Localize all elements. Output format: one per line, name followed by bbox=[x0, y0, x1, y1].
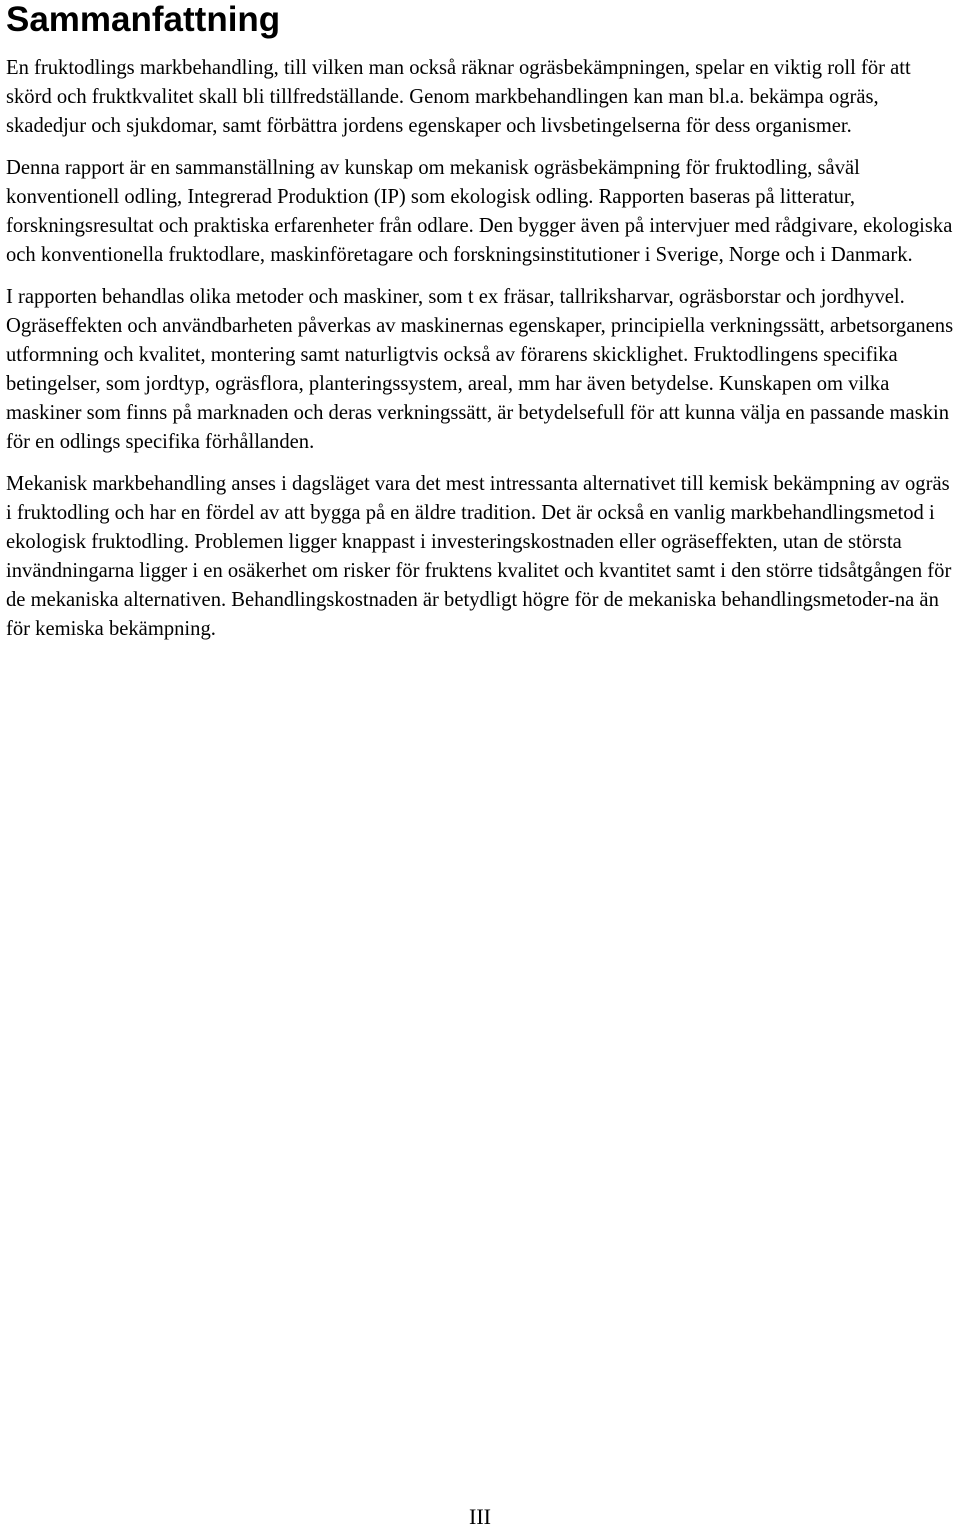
paragraph-report-scope: Denna rapport är en sammanställning av kunskap om mekanisk ogräsbekämpning för fruktodling, såväl konventionell odling, Integrerad Produktion (IP) som ekologisk odling. Rapporten baseras på litteratur, forskningsresultat och praktiska erfarenheter från odlare. Den bygger även på intervjuer med rådgivare, ekologiska och konventionella fruktodlare, maskinföretagare och forskningsinstitutioner i Sverige, Norge och i Danmark. bbox=[6, 157, 953, 266]
paragraph-conclusion: Mekanisk markbehandling anses i dagsläget vara det mest intressanta alternativet till kemisk bekämpning av ogräs i fruktodling och har en fördel av att bygga på en äldre tradition. Det är också en vanlig markbehandlingsmetod i ekologisk fruktodling. Problemen ligger knappast i investeringskostnaden eller ogräseffekten, utan de största invändningarna ligger i en osäkerhet om risker för fruktens kvalitet och kvantitet samt i den större tidsåtgången för de mekaniska alternativen. Behandlingskostnaden är betydligt högre för de mekaniska behandlingsmetoder-na än för kemiska bekämpning. bbox=[6, 473, 952, 640]
page-number: III bbox=[469, 1504, 491, 1529]
document-page bbox=[6, 0, 960, 644]
paragraph-intro: En fruktodlings markbehandling, till vilken man också räknar ogräsbekämpningen, spelar en viktig roll för att skörd och fruktkvalitet skall bli tillfredställande. Genom markbehandlingen kan man bl.a. bekämpa ogräs, skadedjur och sjukdomar, samt förbättra jordens egenskaper och livsbetingelserna för dess organismer. bbox=[6, 57, 911, 137]
paragraph-methods: I rapporten behandlas olika metoder och maskiner, som t ex fräsar, tallriksharvar, ogräsborstar och jordhyvel. Ogräseffekten och användbarheten påverkas av maskinernas egenskaper, principiella verkningssätt, arbetsorganens utformning och kvalitet, montering samt naturligtvis också av förarens skicklighet. Fruktodlingens specifika betingelser, som jordtyp, ogräsflora, planteringssystem, areal, mm har även betydelse. Kunskapen om vilka maskiner som finns på marknaden och deras verkningssätt, är betydelsefull för att kunna välja en passande maskin för en odlings specifika förhållanden. bbox=[6, 286, 954, 453]
section-heading: Sammanfattning bbox=[6, 0, 281, 39]
